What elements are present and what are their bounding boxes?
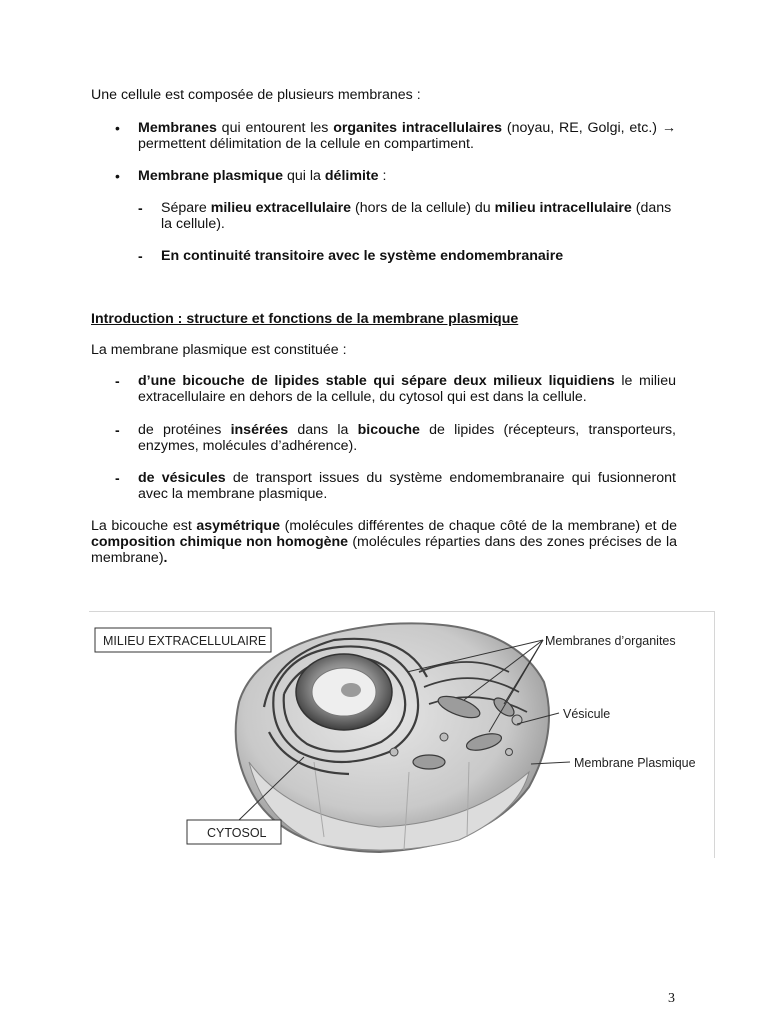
label-extracellular: MILIEU EXTRACELLULAIRE bbox=[103, 634, 267, 648]
bullet-marker: • bbox=[115, 120, 120, 136]
label-cytosol: CYTOSOL bbox=[207, 826, 267, 840]
label-plasma-membrane: Membrane Plasmique bbox=[574, 756, 696, 770]
label-organelle-membranes: Membranes d’organites bbox=[545, 634, 676, 648]
arrow-right-icon: → bbox=[661, 120, 676, 136]
dash-marker: - bbox=[115, 470, 120, 486]
bullet-plasma-membrane: Membrane plasmique qui la délimite : bbox=[138, 168, 387, 184]
cell-illustration bbox=[89, 612, 714, 858]
bullet-organelle-membranes: Membranes qui entourent les organites intracellulaires (noyau, RE, Golgi, etc.) → permettent délimitation de la cellule en compartiment. bbox=[138, 120, 676, 152]
composition-vesicles: de vésicules de transport issues du système endomembranaire qui fusionneront avec la membrane plasmique. bbox=[138, 470, 676, 502]
dash-continuity: En continuité transitoire avec le système endomembranaire bbox=[161, 248, 564, 264]
bullet-marker: • bbox=[115, 168, 120, 184]
composition-lipids: d’une bicouche de lipides stable qui sépare deux milieux liquidiens le milieu extracellulaire en dehors de la cellule, du cytosol qui est dans la cellule. bbox=[138, 373, 676, 405]
dash-marker: - bbox=[138, 200, 143, 216]
dash-marker: - bbox=[115, 373, 120, 389]
cell-diagram bbox=[89, 611, 715, 858]
dash-separates: Sépare milieu extracellulaire (hors de la cellule) du milieu intracellulaire (dans la cellule). bbox=[161, 200, 672, 232]
asymmetry-paragraph: La bicouche est asymétrique (molécules différentes de chaque côté de la membrane) et de composition chimique non homogène (molécules réparties dans des zones précises de la membrane). bbox=[91, 518, 677, 566]
dash-marker: - bbox=[138, 248, 143, 264]
intro-text: Une cellule est composée de plusieurs membranes : bbox=[91, 87, 421, 103]
composition-proteins: de protéines insérées dans la bicouche de lipides (récepteurs, transporteurs, enzymes, molécules d’adhérence). bbox=[138, 422, 676, 454]
section-heading: Introduction : structure et fonctions de la membrane plasmique bbox=[91, 311, 519, 327]
label-vesicle: Vésicule bbox=[563, 707, 611, 721]
composition-intro: La membrane plasmique est constituée : bbox=[91, 342, 347, 358]
dash-marker: - bbox=[115, 422, 120, 438]
nucleus bbox=[296, 654, 392, 730]
page-number: 3 bbox=[668, 991, 675, 1006]
